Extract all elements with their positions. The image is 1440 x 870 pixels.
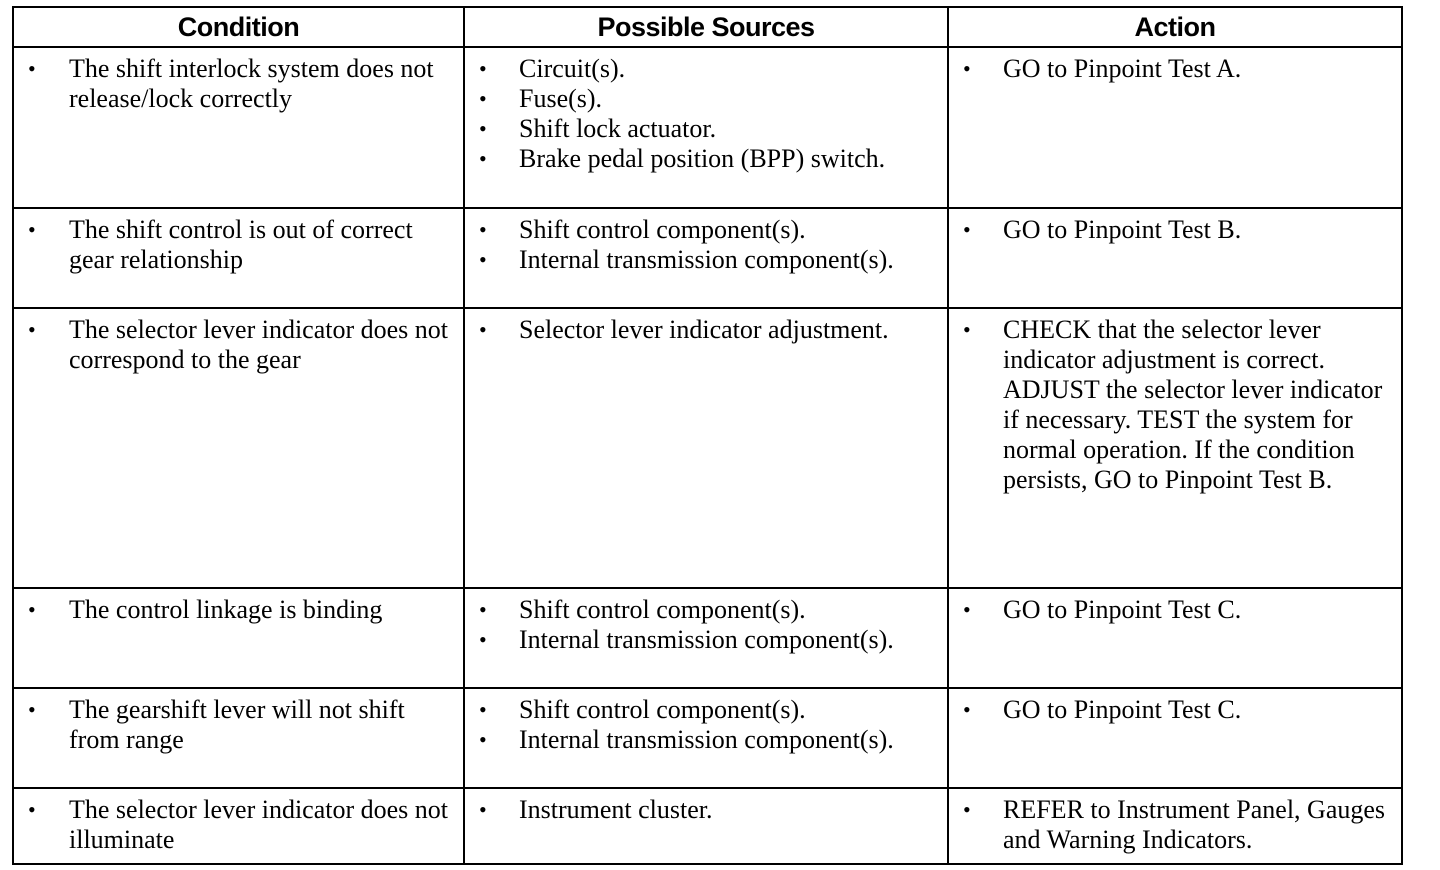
list-item: • The selector lever indicator does not illuminate [28, 795, 449, 854]
table-row [13, 308, 1402, 588]
condition-cell [13, 47, 464, 208]
header-possible-sources: Possible Sources [464, 7, 948, 47]
list-item: • Fuse(s). [479, 84, 603, 113]
list-item: • Shift control component(s). [479, 595, 806, 624]
sources-cell [464, 208, 948, 308]
list-item: • The selector lever indicator does not correspond to the gear [28, 315, 449, 374]
condition-cell [13, 208, 464, 308]
header-row [13, 7, 1402, 47]
bullet-icon: • [963, 56, 971, 81]
sources-cell [464, 47, 948, 208]
list-item: • The gearshift lever will not shift from range [28, 695, 405, 754]
action-cell [948, 588, 1402, 688]
condition-cell [13, 588, 464, 688]
header-action: Action [948, 7, 1402, 47]
bullet-icon: • [479, 697, 487, 722]
sources-cell [464, 788, 948, 864]
list-item: • Shift lock actuator. [479, 114, 717, 143]
condition-cell [13, 788, 464, 864]
action-cell [948, 688, 1402, 788]
list-item: • REFER to Instrument Panel, Gauges and Warning Indicators. [963, 795, 1386, 854]
condition-cell [13, 308, 464, 588]
list-item: • The shift control is out of correct gear relationship [28, 215, 413, 274]
list-item: • Internal transmission component(s). [479, 625, 894, 654]
table-row [13, 688, 1402, 788]
list-item: • The shift interlock system does not release/lock correctly [28, 54, 434, 113]
list-item: • Internal transmission component(s). [479, 725, 894, 754]
bullet-icon: • [28, 217, 36, 242]
list-item: • CHECK that the selector lever indicator adjustment is correct. ADJUST the selector lever indicator if necessary. TEST the system for normal operation. If the condition persists, GO to Pinpoint Test B. [963, 315, 1383, 494]
bullet-icon: • [963, 797, 971, 822]
bullet-icon: • [963, 697, 971, 722]
bullet-icon: • [963, 597, 971, 622]
action-cell [948, 308, 1402, 588]
bullet-icon: • [963, 217, 971, 242]
list-item: • Shift control component(s). [479, 215, 806, 244]
condition-cell [13, 688, 464, 788]
bullet-icon: • [479, 797, 487, 822]
sources-cell [464, 308, 948, 588]
bullet-icon: • [28, 597, 36, 622]
action-cell [948, 788, 1402, 864]
bullet-icon: • [28, 697, 36, 722]
list-item: • Instrument cluster. [479, 795, 713, 824]
bullet-icon: • [479, 317, 487, 342]
list-item: • Internal transmission component(s). [479, 245, 894, 274]
table-row [13, 788, 1402, 864]
bullet-icon: • [479, 627, 487, 652]
bullet-icon: • [28, 797, 36, 822]
header-condition: Condition [13, 7, 464, 47]
action-cell [948, 47, 1402, 208]
list-item: • Selector lever indicator adjustment. [479, 315, 889, 344]
bullet-icon: • [28, 317, 36, 342]
bullet-icon: • [479, 116, 487, 141]
sources-cell [464, 588, 948, 688]
table-row [13, 588, 1402, 688]
bullet-icon: • [479, 86, 487, 111]
list-item: • GO to Pinpoint Test C. [963, 695, 1242, 724]
action-cell [948, 208, 1402, 308]
bullet-icon: • [479, 56, 487, 81]
sources-cell [464, 688, 948, 788]
bullet-icon: • [963, 317, 971, 342]
list-item: • GO to Pinpoint Test C. [963, 595, 1242, 624]
list-item: • GO to Pinpoint Test B. [963, 215, 1242, 244]
bullet-icon: • [28, 56, 36, 81]
list-item: • Circuit(s). [479, 54, 626, 83]
table-row [13, 47, 1402, 208]
list-item: • The control linkage is binding [28, 595, 383, 624]
bullet-icon: • [479, 597, 487, 622]
symptom-chart-table [12, 6, 1403, 865]
list-item: • Shift control component(s). [479, 695, 806, 724]
table-row [13, 208, 1402, 308]
bullet-icon: • [479, 727, 487, 752]
bullet-icon: • [479, 247, 487, 272]
diagnosis-table-container [12, 6, 1401, 863]
list-item: • GO to Pinpoint Test A. [963, 54, 1242, 83]
bullet-icon: • [479, 146, 487, 171]
bullet-icon: • [479, 217, 487, 242]
list-item: • Brake pedal position (BPP) switch. [479, 144, 886, 173]
